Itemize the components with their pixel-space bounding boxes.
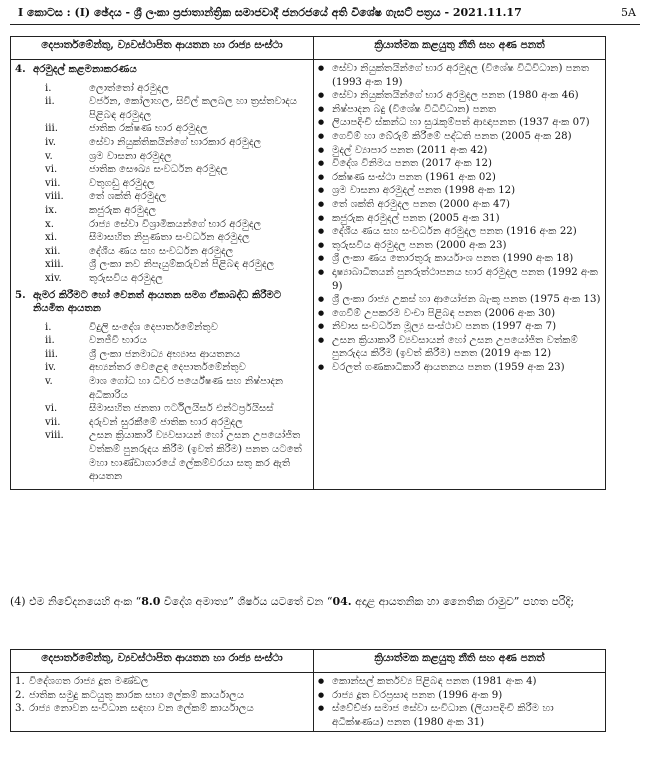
bullet-icon: ● [318,145,325,154]
law-item [318,157,601,171]
list-item [15,82,309,96]
col-header-institutions: දෙපාර්තමේන්තු, ව්‍යවස්ථාපිත ආයතන හා රාජ්‍ය සංස්ථා [11,37,314,60]
institutions-cell [11,673,314,732]
law-text: රක්ෂණ සංස්ථා පනත (1961 අංක 02) [332,171,496,183]
institutions-cell [11,60,314,490]
bullet-icon: ● [318,186,325,195]
law-item [318,130,601,144]
item-number: i. [45,321,52,333]
section-4-heading [15,63,309,77]
law-text: රාජ්‍ය දූත වරප්‍රසාද පනත (1996 අංක 9) [332,689,503,701]
list-item [15,95,309,122]
law-text: සේවා නියුක්තයින්ගේ භාර අරමුදල පනත (1980 අංක 46) [332,90,579,102]
list-item [15,361,309,375]
item-text: වතුගඩු අරමුදල [89,177,155,189]
para-text: ” පහත පරිදි; [513,595,575,608]
law-item [318,334,601,361]
laws-list [318,62,601,375]
item-text: රාජ්‍ය සේවා විශ්‍රාමිකයන්ගේ භාර අරමුදල [89,218,262,230]
laws-list [318,675,601,729]
bullet-icon: ● [318,240,325,249]
item-text: ශ්‍රී ලංකා නව නිපැයුම්කරුවන් පිළිබඳ අරමුදල [89,259,275,271]
bullet-icon: ● [318,227,325,236]
law-item [318,89,601,103]
law-item [318,361,601,375]
item-text: ජාතික රක්ෂණ භාර අරමුදල [89,123,208,135]
item-text: මාශ ගෝධ හා ධිවර පර්යේෂණ සහ නිෂ්පාදන අධිකාරිය [89,376,284,401]
institutions-table-1 [10,36,606,490]
law-text: දේශීය ණය සහ සංවර්ධන අරමුදල පනත (1916 අංක 22) [332,226,577,238]
bullet-icon: ● [318,118,325,127]
law-text: කජුරුක අරමුදල් පනත (2005 අංක 31) [332,212,500,224]
bullet-icon: ● [318,295,325,304]
law-text: දෘෂ්‍යාබාධිතයන් පුනරුත්ථාපනය භාර අරමුදල පනත (1992 අංක 9) [332,266,599,292]
item-number: iv. [45,362,57,374]
item-text: වනජීවී භාරය [89,335,147,347]
item-number: xiv. [45,272,62,284]
list-item [15,258,309,272]
item-number: viii. [45,191,64,203]
section-4-list [15,82,309,286]
list-item [15,136,309,150]
law-item [318,307,601,321]
law-text: ශ්‍රම වාසනා අරමුදල් පනත (1998 අංක 12) [332,185,516,197]
law-item [318,675,601,689]
item-text: සේවා නියුක්තිකයින්ගේ භාරකාර අරමුදල [89,136,262,148]
laws-cell [314,60,606,490]
item-number: ix. [45,204,58,216]
item-number: iv. [45,136,57,148]
law-text: තුරුසවිය අරමුදල පනත (2000 අංක 23) [332,239,507,251]
item-text: ලොත්තෝ අරමුදල [89,82,170,94]
bullet-icon: ● [318,159,325,168]
laws-cell [314,673,606,732]
list-item [15,122,309,136]
para-text: අදාළ ආයතනික හා නෛතික රාමුව [351,595,514,608]
item-number: i. [45,82,52,94]
item-text: සීමාසහිත ජනතා ෆර්ටිලයිසර් එන්ටර්ප්‍රයිසස් [89,403,274,415]
item-text: සීමාසහිත නිපුණතා සංවර්ධන අරමුදල [89,232,250,244]
item-number: 3. [15,703,25,715]
item-number: ii. [45,335,55,347]
law-item [318,198,601,212]
item-number: iii. [45,123,59,135]
bullet-icon: ● [318,254,325,263]
law-text: ගෙවීම් හා බේරුම් කිරීමේ පද්ධති පනත (2005 අංක 28) [332,130,572,142]
section-5-list [15,321,309,484]
law-item [318,266,601,293]
law-item [318,702,601,729]
list-item [15,416,309,430]
law-text: ලියාපදිංචි ස්කන්ධ හා සුරැකුම්පත් ආඥාපනත (1937 අංක 07) [332,117,590,129]
law-item [318,252,601,266]
item-text: ශ්‍රම වාසනා අරමුදල [89,150,172,162]
law-text: සේවා නියුක්තයින්ගේ භාර අරමුදල (විශේෂ විධිවිධාන) පනත (1993 අංක 19) [332,63,590,88]
section-title: ඇමර කිරීමට හෝ වෙනත් ආයතන සමග ඒකාබද්ධ කිරීමට නියමිත ආයතන [33,288,282,315]
law-text: නිවාස සංවර්ධන මූල්‍ය සංස්ථාව පනත (1997 අංක 7) [332,321,557,333]
list-item [15,375,309,402]
item-number: x. [45,218,54,230]
law-text: මුදල් ව්‍යාපාර පනත (2011 අංක 42) [332,144,488,156]
law-item [318,103,601,117]
section-number: 4. [15,63,26,75]
item-text: ශ්‍රී ලංකා ජනමාධ්‍ය අභ්‍යාස ආයතනය [89,348,241,360]
law-text: කොන්සල් කර්තව්‍ය පිළිබඳ පනත (1981 අංක 4) [332,676,537,687]
item-text: තුරුසවිය අරමුදල [89,272,164,284]
list-item [15,150,309,164]
item-number: iii. [45,348,59,360]
law-item [318,116,601,130]
table-header-row [11,650,606,673]
table-header-row [11,37,606,60]
page-header [10,6,640,24]
law-item [318,293,601,307]
bullet-icon: ● [318,104,325,113]
law-item [318,62,601,89]
list-item [15,245,309,259]
table-body-row [11,60,606,490]
list-item [15,190,309,204]
item-number: vi. [45,164,58,176]
law-text: තේ ශක්ති අරමුදල පනත (2000 අංක 47) [332,198,510,210]
list-item [15,689,309,703]
law-text: ශ්‍රී ලංකා ණය තොරතුරු කාර්යාංශ පනත (1990 අංක 18) [332,253,574,265]
item-number: xiii. [45,259,64,271]
section-title: අරමුදල් කළමනාකරණය [33,63,137,75]
bullet-icon: ● [318,322,325,331]
law-item [318,239,601,253]
item-text: උසන ක්‍රියාකාරී ව්‍යවසායන් හෝ උසන උපයෝජිත වත්කම් පුනරුදය කිරීම (ඉවත් කිරීම) පනත යටතේ මහා භාණ්ඩාගාරයේ ලේකම්වරයා සතු කර ඇති ආයතන [89,430,302,483]
bullet-icon: ● [318,172,325,181]
list-item [15,204,309,218]
list-item [15,429,309,483]
law-item [318,171,601,185]
list-item [15,163,309,177]
item-text: අභ්‍යන්තර වෙළෙඳ දෙපාර්තමේන්තුව [89,362,246,374]
bullet-icon: ● [318,64,325,72]
item-number: xi. [45,232,58,244]
bullet-icon: ● [318,690,325,699]
item-text: වර්ජන, කෝලාහල, සිවිල් කලබල හා ත්‍රස්තවාදය පිළිබඳ අරමුදල [89,96,298,121]
list-item [15,231,309,245]
law-item [318,184,601,198]
item-text: ජාතික සමුදු කටයුතු කාරක සභා ලේකම් කාර්යාලය [29,689,245,701]
item-text: දරුවන් සුරකීමේ ජාතික භාර අරමුදල [89,416,243,428]
list-item [15,402,309,416]
law-text: ශ්‍රී ලංකා රාජ්‍ය උකස් හා ආයෝජන බැංකු පනත (1975 අංක 13) [332,294,601,306]
list-item [15,218,309,232]
item-number: xii. [45,245,61,257]
item-number: 2. [15,689,25,701]
bullet-icon: ● [318,335,325,344]
law-text: ගෙවීම් උපකරම වංචා පිළිබඳ පනත (2006 අංක 30) [332,307,556,319]
law-text: වරලත් ගණකාධිකාරී ආයතනය පනත (1959 අංක 23) [332,362,565,374]
list-item [15,675,309,689]
section-5-heading [15,289,309,316]
item-number: vi. [45,403,58,415]
law-item [318,689,601,703]
item-number: vii. [45,416,61,428]
section-number: 5. [15,288,26,301]
amendment-paragraph [10,595,574,609]
item-number: v. [45,150,53,162]
col-header-laws: ක්‍රියාත්මක කළයුතු නීති සහ අණ පනත් [314,37,606,60]
item-text: කජුරුක අරමුදල [89,204,157,216]
page-number: 5A [621,6,636,19]
law-text: ස්වේච්ඡා සමාජ සේවා සංවිධාන (ලියාපදිංචි කිරීම හා අධීක්ෂණය) පනත (1980 අංක 31) [332,703,554,728]
item-text: ජාතික සෞඛ්‍ය සංවර්ධන අරමුදල [89,164,229,176]
bullet-icon: ● [318,704,325,713]
col-header-institutions: දෙපාර්තමේන්තු, ව්‍යවස්ථාපිත ආයතන හා රාජ්‍ය සංස්ථා [11,650,314,673]
law-text: උසන ක්‍රියාකාරී ව්‍යවසායන් හෝ උසන උපයෝජිත වත්කම් පුනරුදය කිරීම (ඉවත් කිරීම) පනත (2019 අංක 12) [332,334,578,360]
list-item [15,177,309,191]
col-header-laws: ක්‍රියාත්මක කළයුතු නීති සහ අණ පනත් [314,650,606,673]
item-number: 1. [15,676,25,687]
item-text: රාජ්‍ය නොවන සංවිධාන සඳහා වන ලේකම් කාර්යාලය [29,703,254,715]
law-text: නිෂ්පාදන බදු (විශේෂ විධිවිධාන) පනත [332,103,497,115]
item-text: විදුලි සංදේශ දෙපාර්තමේන්තුව [89,321,219,333]
list-item [15,702,309,716]
para-text: විදේශ අමාත්‍ය [160,595,229,608]
bullet-icon: ● [318,199,325,208]
list-item [15,334,309,348]
item-number: v. [45,376,53,388]
law-item [318,225,601,239]
header-divider [10,24,640,25]
bullet-icon: ● [318,363,325,372]
gazette-header-title: I කොටස : (I) ඡේදය - ශ්‍රී ලංකා ප්‍රජාතාන්ත්‍රික සමාජවාදී ජනරජයේ අති විශේෂ ගැසට් පත්‍රය - 2021.11.17 [18,6,522,19]
item-text: දේශීය ණය සහ සංවර්ධන අරමුදල [89,245,234,257]
bullet-icon: ● [318,131,325,140]
item-number: viii. [45,430,64,442]
bullet-icon: ● [318,308,325,317]
para-text: ” ශීර්ෂය යටතේ වන “ [228,595,333,608]
para-bold: 8.0 [141,595,161,608]
item-number: ii. [45,96,55,108]
item-number: vii. [45,177,61,189]
law-item [318,320,601,334]
item-text: තේ ශක්ති අරමුදල [89,191,167,203]
table-body-row [11,673,606,732]
list-item [15,272,309,286]
law-text: විදේශ විනිමය පනත (2017 අංක 12) [332,158,492,170]
law-item [318,212,601,226]
para-bold: 04. [332,595,352,608]
item-text: විදේශගත රාජ්‍ය දූත මණ්ඩල [29,676,149,687]
list-item [15,321,309,335]
para-text: (4) එම නිවේදනයෙහි අංක “ [10,595,142,608]
bullet-icon: ● [318,91,325,100]
institutions-list [15,675,309,716]
list-item [15,348,309,362]
bullet-icon: ● [318,677,325,685]
institutions-table-2 [10,649,606,732]
bullet-icon: ● [318,267,325,276]
bullet-icon: ● [318,213,325,222]
law-item [318,144,601,158]
